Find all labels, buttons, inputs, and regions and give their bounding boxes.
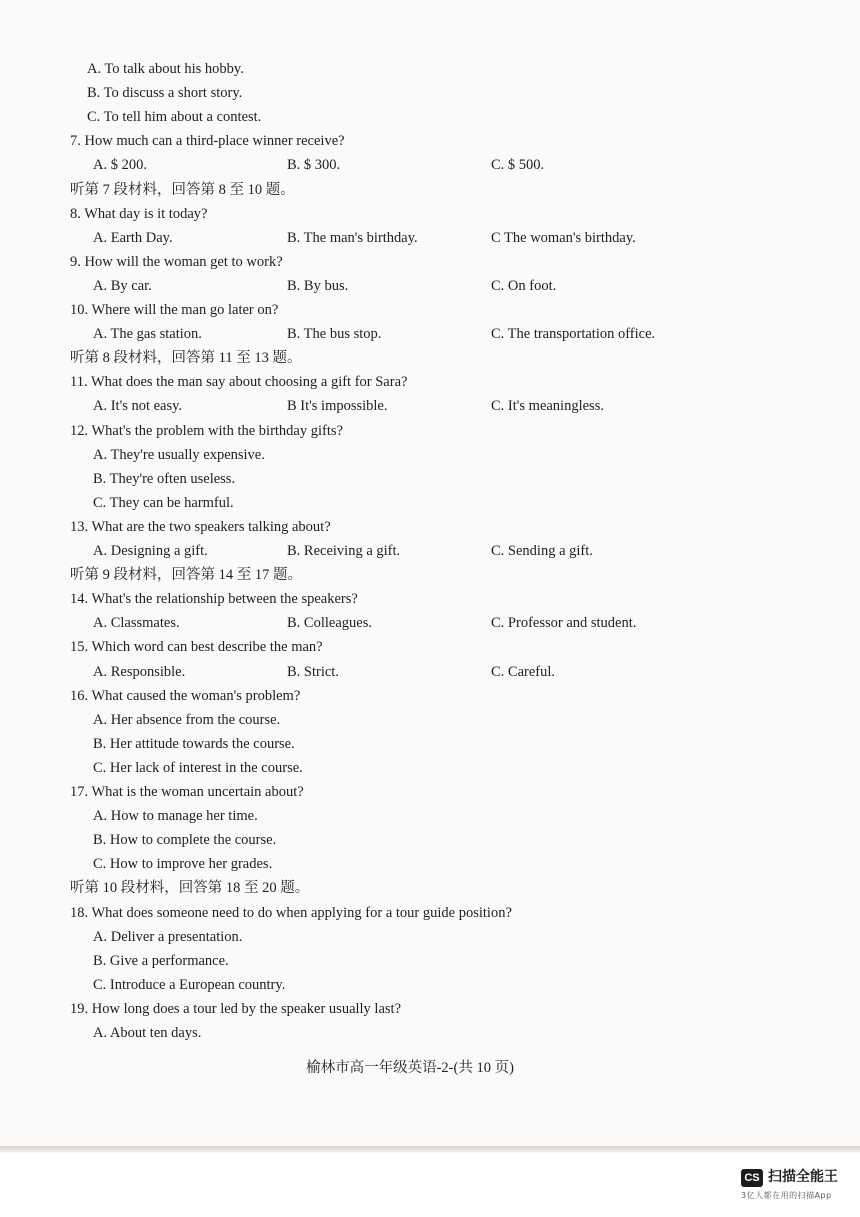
question-text: 8. What day is it today? (70, 205, 208, 222)
option-line (0, 733, 860, 755)
option-b: B. Strict. (287, 663, 339, 680)
question-line (0, 251, 860, 273)
option-text: C. They can be harmful. (93, 494, 234, 511)
option-b: B. The bus stop. (287, 326, 382, 343)
question-line (0, 130, 860, 152)
option-line (0, 492, 860, 514)
question-line (0, 685, 860, 707)
option-c: C. It's meaningless. (491, 398, 604, 415)
question-line (0, 516, 860, 538)
question-line (0, 781, 860, 803)
footer-text: 榆林市高一年级英语-2-(共 10 页) (306, 1060, 514, 1076)
option-text: A. To talk about his hobby. (87, 61, 244, 77)
option-row (0, 395, 860, 417)
option-c: C. Sending a gift. (491, 543, 593, 559)
question-text: 11. What does the man say about choosing a gift for Sara? (70, 374, 408, 391)
section-text: 听第 8 段材料，回答第 11 至 13 题。 (70, 350, 302, 367)
option-b: B. By bus. (287, 277, 349, 294)
question-text: 13. What are the two speakers talking about? (70, 518, 331, 535)
option-line (0, 853, 860, 875)
section-text: 听第 9 段材料，回答第 14 至 17 题。 (70, 567, 302, 584)
option-line (0, 805, 860, 827)
option-row (0, 612, 860, 634)
option-line (0, 926, 860, 948)
question-line (0, 636, 860, 658)
option-b: B. Receiving a gift. (287, 543, 401, 559)
question-text: 17. What is the woman uncertain about? (70, 784, 304, 800)
option-c: C. On foot. (491, 277, 557, 294)
option-c: C. Careful. (491, 663, 556, 680)
section-instruction (0, 564, 860, 586)
option-text: A. How to manage her time. (93, 808, 258, 825)
option-text: B. Her attitude towards the course. (93, 735, 295, 752)
option-line (0, 950, 860, 972)
question-line (0, 998, 860, 1020)
option-line (0, 468, 860, 490)
option-row (0, 275, 860, 297)
option-text: A. Deliver a presentation. (93, 928, 243, 945)
option-c: C. Professor and student. (491, 615, 637, 632)
option-text: B. How to complete the course. (93, 832, 277, 849)
option-line (0, 106, 860, 128)
option-a: A. Designing a gift. (93, 543, 208, 559)
question-text: 18. What does someone need to do when applying for a tour guide position? (70, 904, 512, 921)
question-line (0, 371, 860, 393)
option-a: A. Classmates. (93, 615, 180, 632)
option-row (0, 227, 860, 249)
option-b: B It's impossible. (287, 398, 388, 415)
option-line (0, 444, 860, 466)
question-text: 10. Where will the man go later on? (70, 302, 279, 318)
question-text: 9. How will the woman get to work? (70, 253, 283, 270)
page-footer (0, 1057, 860, 1079)
option-a: A. The gas station. (93, 326, 202, 343)
option-row (0, 154, 860, 176)
question-text: 12. What's the problem with the birthday gifts? (70, 422, 343, 439)
option-text: A. They're usually expensive. (93, 446, 265, 463)
option-text: C. Her lack of interest in the course. (93, 759, 303, 776)
question-line (0, 203, 860, 225)
scanner-app-name: 扫描全能王 (768, 1169, 838, 1185)
question-text: 14. What's the relationship between the speakers? (70, 591, 358, 608)
option-c: C. The transportation office. (491, 326, 656, 343)
option-c: C The woman's birthday. (491, 229, 636, 246)
option-row (0, 661, 860, 683)
option-b: B. Colleagues. (287, 615, 372, 632)
option-line (0, 974, 860, 996)
option-line (0, 709, 860, 731)
scanner-tagline: 3亿人都在用的扫描App (741, 1191, 832, 1200)
option-text: C. To tell him about a contest. (87, 109, 262, 126)
question-line (0, 588, 860, 610)
option-a: A. It's not easy. (93, 398, 183, 415)
question-text: 7. How much can a third-place winner receive? (70, 133, 345, 150)
option-text: B. Give a performance. (93, 952, 229, 969)
option-row (0, 540, 860, 562)
paper-edge (0, 1146, 860, 1154)
option-line (0, 58, 860, 80)
option-a: A. Responsible. (93, 663, 186, 680)
option-text: C. How to improve her grades. (93, 856, 273, 873)
option-line (0, 829, 860, 851)
option-a: A. By car. (93, 277, 152, 294)
option-line (0, 757, 860, 779)
option-line (0, 1022, 860, 1044)
option-a: A. Earth Day. (93, 229, 173, 246)
option-text: B. To discuss a short story. (87, 85, 243, 102)
option-text: B. They're often useless. (93, 470, 236, 487)
option-text: A. About ten days. (93, 1025, 202, 1041)
option-text: A. Her absence from the course. (93, 711, 281, 728)
question-text: 15. Which word can best describe the man? (70, 639, 323, 656)
option-c: C. $ 500. (491, 157, 545, 174)
camscanner-logo-icon: CS (741, 1169, 763, 1187)
question-line (0, 299, 860, 321)
section-text: 听第 7 段材料，回答第 8 至 10 题。 (70, 181, 295, 198)
option-b: B. The man's birthday. (287, 229, 418, 246)
option-b: B. $ 300. (287, 157, 341, 174)
option-text: C. Introduce a European country. (93, 976, 286, 993)
option-line (0, 82, 860, 104)
option-a: A. $ 200. (93, 157, 147, 174)
section-instruction (0, 877, 860, 899)
question-line (0, 420, 860, 442)
section-text: 听第 10 段材料，回答第 18 至 20 题。 (70, 880, 310, 897)
option-row (0, 323, 860, 345)
question-text: 19. How long does a tour led by the speaker usually last? (70, 1000, 402, 1017)
question-text: 16. What caused the woman's problem? (70, 687, 301, 704)
question-line (0, 902, 860, 924)
section-instruction (0, 347, 860, 369)
section-instruction (0, 179, 860, 201)
